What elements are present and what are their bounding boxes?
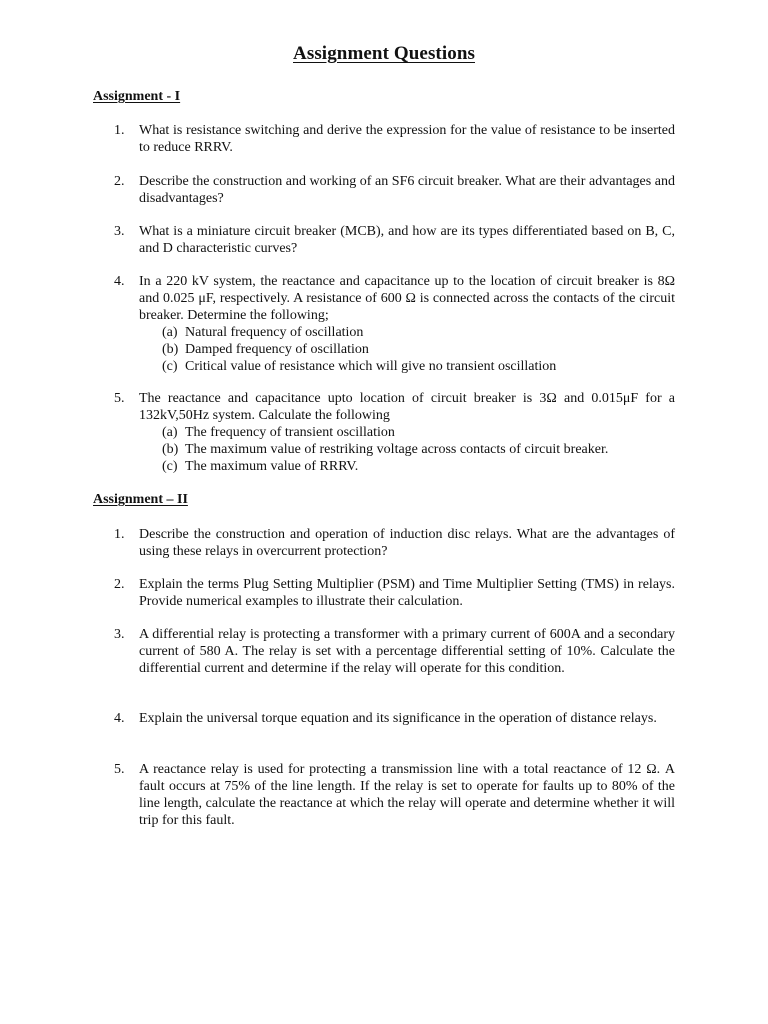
assignment-1-question-2	[114, 173, 675, 207]
sub-question-label: (c)	[162, 459, 178, 474]
assignment-2-question-4	[114, 710, 675, 727]
sub-question-list	[139, 424, 675, 475]
assignment-1-question-1	[114, 122, 675, 156]
question-number: 5.	[114, 762, 125, 777]
assignment-2-heading: Assignment – II	[93, 492, 188, 507]
sub-question-label: (b)	[162, 342, 179, 357]
sub-question-text: Natural frequency of oscillation	[185, 325, 364, 340]
sub-question-text: The maximum value of restriking voltage across contacts of circuit breaker.	[185, 442, 609, 457]
sub-question-text: Damped frequency of oscillation	[185, 342, 369, 357]
sub-question	[162, 424, 675, 441]
question-number: 1.	[114, 123, 125, 138]
question-number: 3.	[114, 627, 125, 642]
sub-question	[162, 441, 675, 458]
assignment-1-question-5	[114, 390, 675, 475]
assignment-1-question-4	[114, 273, 675, 375]
question-number: 3.	[114, 224, 125, 239]
sub-question	[162, 358, 675, 375]
question-text: Describe the construction and operation of induction disc relays. What are the advantages of using these relays in overcurrent protection?	[139, 527, 675, 559]
question-number: 1.	[114, 527, 125, 542]
sub-question-label: (c)	[162, 359, 178, 374]
sub-question-text: Critical value of resistance which will give no transient oscillation	[185, 359, 557, 374]
question-number: 4.	[114, 711, 125, 726]
question-text: Describe the construction and working of an SF6 circuit breaker. What are their advantages and disadvantages?	[139, 174, 675, 206]
sub-question-list	[139, 324, 675, 375]
question-number: 2.	[114, 577, 125, 592]
question-number: 5.	[114, 391, 125, 406]
question-text: Explain the terms Plug Setting Multiplier (PSM) and Time Multiplier Setting (TMS) in relays. Provide numerical examples to illustrate their calculation.	[139, 577, 675, 609]
sub-question	[162, 341, 675, 358]
question-text: A reactance relay is used for protecting a transmission line with a total reactance of 12 Ω. A fault occurs at 75% of the line length. If the relay is set to operate for faults up to 80% of the line length, calculate the reactance at which the relay will operate and determine whether it will trip for this fault.	[139, 762, 675, 828]
sub-question-text: The frequency of transient oscillation	[185, 425, 395, 440]
sub-question-label: (b)	[162, 442, 179, 457]
question-text: The reactance and capacitance upto location of circuit breaker is 3Ω and 0.015μF for a 132kV,50Hz system. Calculate the following	[139, 391, 675, 423]
assignment-1-question-3	[114, 223, 675, 257]
question-number: 2.	[114, 174, 125, 189]
question-text: In a 220 kV system, the reactance and capacitance up to the location of circuit breaker is 8Ω and 0.025 μF, respectively. A resistance of 600 Ω is connected across the contacts of the circuit breaker. Determine the following;	[139, 274, 675, 323]
question-text: Explain the universal torque equation and its significance in the operation of distance relays.	[139, 711, 657, 726]
assignment-2-question-2	[114, 576, 675, 610]
page-title: Assignment Questions	[293, 43, 475, 64]
assignment-2-question-5	[114, 761, 675, 829]
sub-question	[162, 324, 675, 341]
sub-question-label: (a)	[162, 425, 178, 440]
sub-question-text: The maximum value of RRRV.	[185, 459, 359, 474]
sub-question-label: (a)	[162, 325, 178, 340]
sub-question	[162, 458, 675, 475]
question-text: A differential relay is protecting a transformer with a primary current of 600A and a secondary current of 580 A. The relay is set with a percentage differential setting of 10%. Calculate the differential current and determine if the relay will operate for this condition.	[139, 627, 675, 676]
assignment-2-question-1	[114, 526, 675, 560]
assignment-1-heading: Assignment - I	[93, 89, 181, 104]
question-number: 4.	[114, 274, 125, 289]
assignment-2-question-3	[114, 626, 675, 677]
question-text: What is resistance switching and derive the expression for the value of resistance to be inserted to reduce RRRV.	[139, 123, 675, 155]
question-text: What is a miniature circuit breaker (MCB), and how are its types differentiated based on B, C, and D characteristic curves?	[139, 224, 675, 256]
